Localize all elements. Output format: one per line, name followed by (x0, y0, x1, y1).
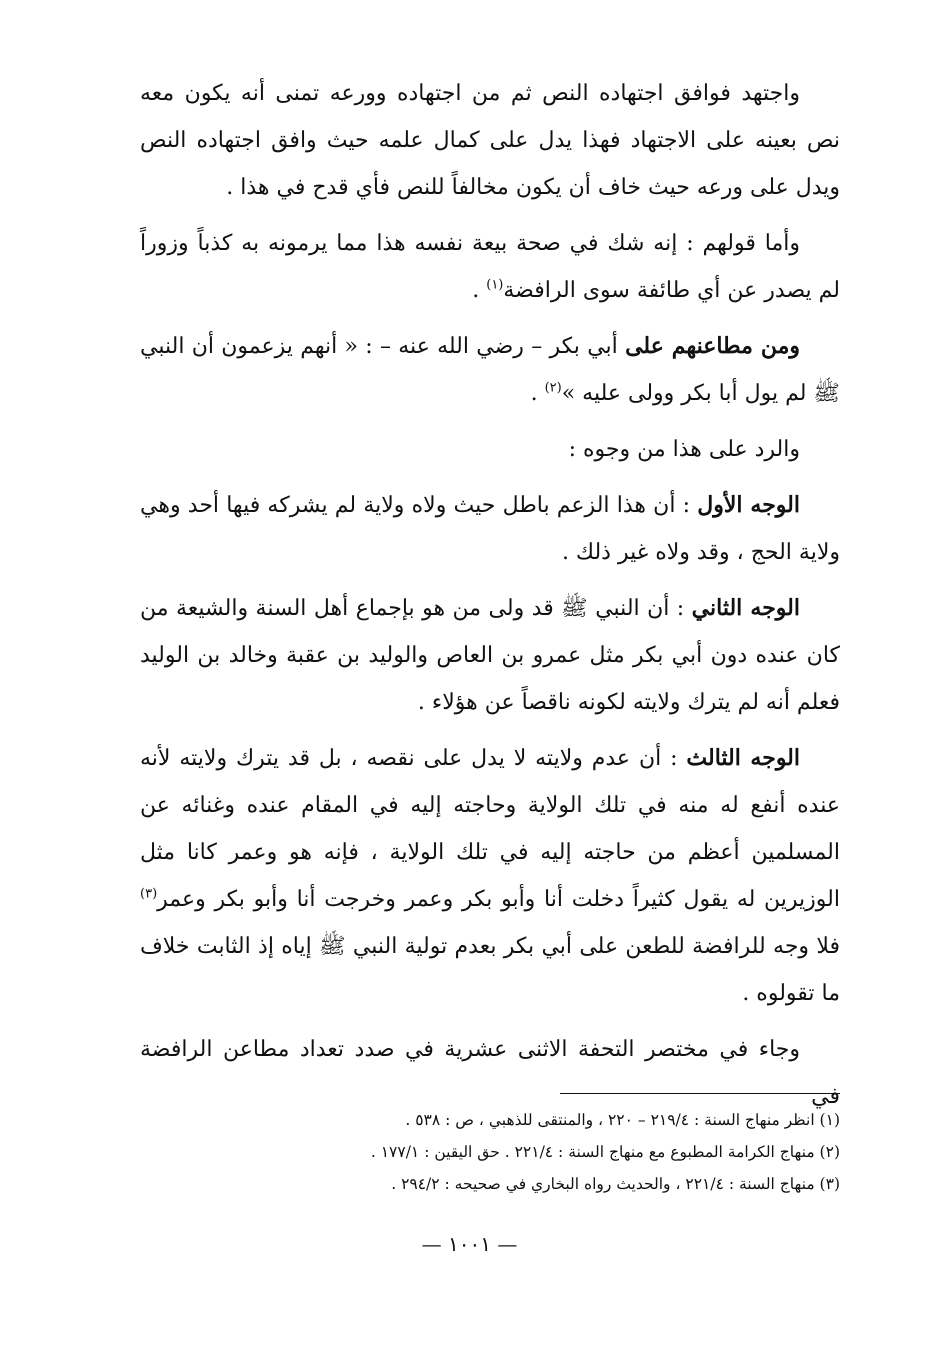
footnote-ref-3: (٣) (140, 886, 158, 902)
paragraph-7 (140, 735, 840, 1017)
page-body (140, 70, 840, 1129)
paragraph-6-heading: الوجه الثاني (691, 595, 800, 621)
paragraph-5 (140, 482, 840, 576)
paragraph-2-end: . (472, 278, 487, 303)
paragraph-8-text: وجاء في مختصر التحفة الاثنى عشرية في صدد تعداد مطاعن الرافضة في (140, 1037, 840, 1109)
footnote-ref-1: (١) (486, 277, 504, 293)
paragraph-5-heading: الوجه الأول (697, 492, 800, 518)
paragraph-3-heading: ومن مطاعنهم على (625, 333, 800, 359)
paragraph-6-text: : أن النبي ﷺ قد ولى من هو بإجماع أهل السنة والشيعة من كان عنده دون أبي بكر مثل عمرو بن العاص والوليد بن عقبة وخالد بن الوليد فعلم أنه لم يترك ولايته لكونه ناقصاً عن هؤلاء . (140, 596, 840, 715)
paragraph-3-end: . (530, 381, 545, 406)
paragraph-4-text: والرد على هذا من وجوه : (568, 437, 800, 462)
footnote-divider (560, 1093, 840, 1094)
paragraph-6 (140, 585, 840, 726)
footnote-ref-2: (٢) (544, 380, 562, 396)
paragraph-7-end: فلا وجه للرافضة للطعن على أبي بكر بعدم تولية النبي ﷺ إياه إذ الثابت خلاف ما تقولوه . (140, 934, 840, 1006)
footnote-1: (١) انظر منهاج السنة : ٢١٩/٤ – ٢٢٠ ، والمنتقى للذهبي ، ص : ٥٣٨ . (405, 1111, 840, 1129)
footnotes (140, 1104, 840, 1200)
paragraph-1 (140, 70, 840, 211)
paragraph-4 (140, 426, 840, 473)
page-number: — ١٠٠١ — (421, 1232, 518, 1256)
footnote-2: (٢) منهاج الكرامة المطبوع مع منهاج السنة : ٢٢١/٤ . حق اليقين : ١٧٧/١ . (370, 1143, 840, 1161)
paragraph-3-text: أبي بكر – رضي الله عنه – : « أنهم يزعمون أن النبي ﷺ لم يول أبا بكر وولى عليه » (140, 334, 840, 406)
paragraph-2 (140, 220, 840, 314)
paragraph-7-heading: الوجه الثالث (686, 745, 800, 771)
paragraph-1-text: واجتهد فوافق اجتهاده النص ثم من اجتهاده وورعه تمنى أنه يكون معه نص بعينه على الاجتهاد فهذا يدل على كمال علمه حيث وافق اجتهاده النص ويدل على ورعه حيث خاف أن يكون مخالفاً للنص فأي قدح في هذا . (140, 81, 840, 200)
paragraph-3 (140, 323, 840, 417)
paragraph-2-text: وأما قولهم : إنه شك في صحة بيعة نفسه هذا مما يرمونه به كذباً وزوراً لم يصدر عن أي طائفة سوى الرافضة (140, 231, 840, 303)
footnote-3: (٣) منهاج السنة : ٢٢١/٤ ، والحديث رواه البخاري في صحيحه : ٢٩٤/٢ . (391, 1175, 840, 1193)
paragraph-7-text: : أن عدم ولايته لا يدل على نقصه ، بل قد يترك ولايته لأنه عنده أنفع له منه في تلك الولاية وحاجته إليه في المقام عنده وغنائه عن المسلمين أعظم من حاجته إليه في تلك الولاية ، فإنه هو وعمر كانا مثل الوزيرين له يقول كثيراً دخلت أنا وأبو بكر وعمر وخرجت أنا وأبو بكر وعمر (140, 746, 840, 912)
paragraph-5-text: : أن هذا الزعم باطل حيث ولاه ولاية لم يشركه فيها أحد وهي ولاية الحج ، وقد ولاه غير ذلك . (140, 493, 840, 565)
